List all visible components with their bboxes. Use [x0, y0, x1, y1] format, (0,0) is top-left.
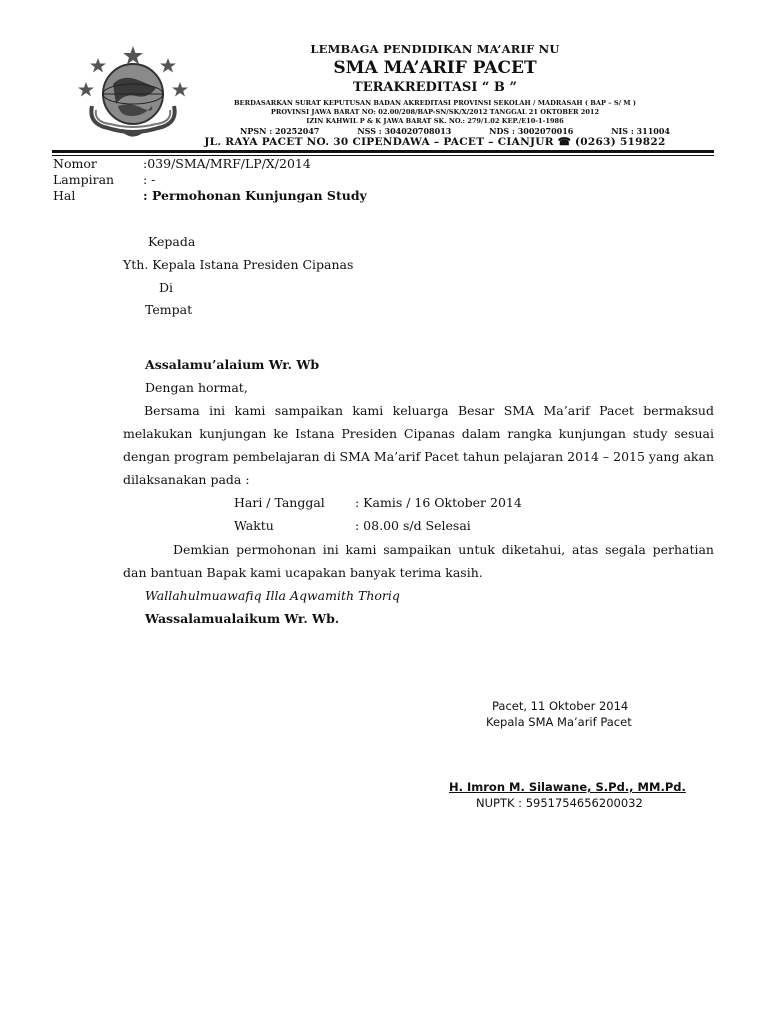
- opening: Dengan hormat,: [145, 380, 248, 395]
- accreditation-status: TERAKREDITASI “ B ”: [353, 80, 517, 95]
- signature-name: H. Imron M. Silawane, S.Pd., MM.Pd.: [449, 780, 686, 794]
- nds: NDS : 3002070016: [489, 126, 574, 136]
- signature-place-date: Pacet, 11 Oktober 2014: [492, 699, 629, 713]
- decree-line-2: PROVINSI JAWA BARAT NO: 02.00/208/BAP-SN/SK/X/2012 TANGGAL 21 OKTOBER 2012: [270, 108, 600, 116]
- signature-position: Kepala SMA Ma’arif Pacet: [486, 715, 632, 729]
- day-value: : Kamis / 16 Oktober 2014: [355, 495, 522, 510]
- recipient-tempat: Tempat: [145, 302, 193, 317]
- school-name: SMA MA’ARIF PACET: [333, 58, 537, 78]
- recipient-di: Di: [159, 280, 174, 295]
- hal-value: : Permohonan Kunjungan Study: [143, 188, 367, 203]
- closing-greeting: Wassalamualaikum Wr. Wb.: [145, 611, 340, 626]
- school-address: JL. RAYA PACET NO. 30 CIPENDAWA – PACET – CIANJUR ☎ (0263) 519822: [204, 136, 666, 148]
- time-value: : 08.00 s/d Selesai: [355, 518, 471, 533]
- signature-nuptk: NUPTK : 5951754656200032: [476, 796, 643, 810]
- hal-label: Hal: [53, 188, 76, 203]
- header-rule-thick: [52, 150, 714, 153]
- nss: NSS : 304020708013: [357, 126, 452, 136]
- lampiran-label: Lampiran: [53, 172, 115, 187]
- paragraph-2: Demkian permohonan ini kami sampaikan untuk diketahui, atas segala perhatian dan bantuan Bapak kami ucapakan banyak terima kasih.: [123, 542, 714, 580]
- day-label: Hari / Tanggal: [234, 495, 325, 510]
- institution-name: LEMBAGA PENDIDIKAN MA’ARIF NU: [310, 42, 560, 56]
- recipient-kepada: Kepada: [148, 234, 196, 249]
- decree-line-1: BERDASARKAN SURAT KEPUTUSAN BADAN AKREDITASI PROVINSI SEKOLAH / MADRASAH ( BAP – S/ M ): [233, 99, 636, 107]
- school-id-row: [240, 126, 670, 136]
- nis: NIS : 311004: [611, 126, 670, 136]
- nomor-label: Nomor: [53, 156, 97, 171]
- closing-prayer: Wallahulmuawafiq Illa Aqwamith Thoriq: [145, 588, 400, 603]
- recipient-yth: Yth. Kepala Istana Presiden Cipanas: [123, 257, 354, 272]
- paragraph-1: Bersama ini kami sampaikan kami keluarga Besar SMA Ma’arif Pacet bermaksud melakukan kunjungan ke Istana Presiden Cipanas dalam rangka kunjungan study sesuai dengan program pembelajaran di SMA Ma’arif Pacet tahun pelajaran 2014 – 2015 yang akan dilaksanakan pada :: [123, 403, 714, 487]
- time-label: Waktu: [234, 518, 274, 533]
- nomor-value: :039/SMA/MRF/LP/X/2014: [143, 156, 311, 171]
- lampiran-value: : -: [143, 172, 156, 187]
- decree-line-3: IZIN KAHWIL P & K JAWA BARAT SK. NO.: 279/1.02 KEP./E10-1-1986: [306, 117, 564, 125]
- greeting: Assalamu’alaium Wr. Wb: [145, 357, 320, 372]
- npsn: NPSN : 20252047: [240, 126, 320, 136]
